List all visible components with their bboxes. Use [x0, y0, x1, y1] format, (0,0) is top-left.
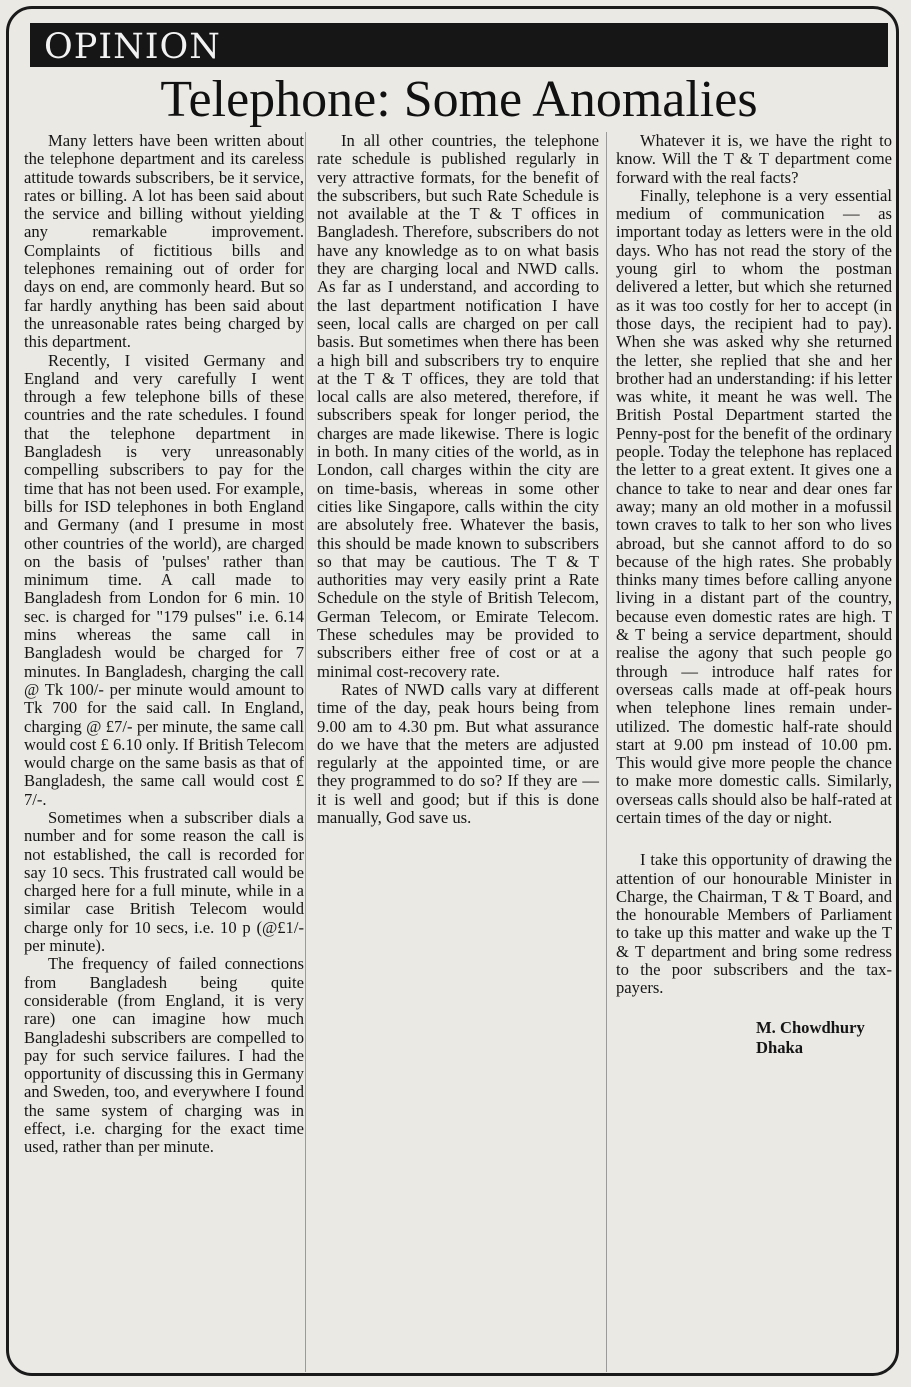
- article-paragraph: Finally, telephone is a very essential medium of communication — as important today as letters were in the old days. Who has not read the story of the young girl to whom the postman delivered a letter, but which she returned as it was too costly for her to accept (in those days, the recipient had to pay). When she was asked why she returned the letter, she replied that she and her brother had an understanding: if his letter was white, it meant he was well. The British Postal Department started the Penny-post for the benefit of the ordinary people. Today the telephone has replaced the letter to a great extent. It gives one a chance to take to near and dear ones far away; many an old mother in a mofussil town craves to talk to her son who lives abroad, but she cannot afford to do so because of the high rates. She probably thinks many times before calling anyone living in a distant part of the country, because even domestic rates are high. T & T being a service department, should realise the agony that such people go through — introduce half rates for overseas calls made at off-peak hours when telephone lines remain under-utilized. The domestic half-rate should start at 9.00 pm instead of 10.00 pm. This would give more people the chance to make more domestic calls. Similarly, overseas calls should also be half-rated at certain times of the day or night.: [616, 185, 892, 827]
- column-rule: [305, 132, 306, 1372]
- article-paragraph: I take this opportunity of drawing the attention of our honourable Minister in Charge, the Chairman, T & T Board, and the honourable Members of Parliament to take up this matter and wake up the T & T department and bring some redress to the poor subscribers and the tax-payers.: [616, 850, 892, 998]
- article-headline: Telephone: Some Anomalies: [160, 71, 758, 128]
- author-name: M. Chowdhury: [756, 1017, 865, 1037]
- column-rule: [606, 132, 607, 1372]
- article-paragraph: In all other countries, the telephone rate schedule is published regularly in very attractive formats, for the benefit of the subscribers, but such Rate Schedule is not available at the T & T offices in Bangladesh. Therefore, subscribers do not have any knowledge as to on what basis they are charging local and NWD calls. As far as I understand, and according to the last department notification I have seen, local calls are charged on per call basis. But sometimes when there has been a high bill and subscribers try to enquire at the T & T offices, they are told that local calls are also metered, therefore, if subscribers speak for longer period, the charges are made likewise. There is logic in both. In many cities of the world, as in London, call charges within the city are on time-basis, whereas in some other cities like Singapore, calls within the city are absolutely free. Whatever the basis, this should be made known to subscribers so that may be cautious. The T & T authorities may very easily print a Rate Schedule on the style of British Telecom, German Telecom, or Emirate Telecom. These schedules may be provided to subscribers either free of cost or at a minimal cost-recovery rate.: [317, 131, 599, 681]
- author-signature: [616, 1018, 892, 1058]
- section-banner: [30, 23, 888, 67]
- article-paragraph: Whatever it is, we have the right to know. Will the T & T department come forward with the real facts?: [616, 131, 892, 187]
- article-paragraph: Sometimes when a subscriber dials a number and for some reason the call is not established, the call is recorded for say 10 secs. This frustrated call would be charged here for a full minute, while in a similar case British Telecom would charge only for 10 secs, i.e. 10 p (@£1/- per minute).: [24, 807, 304, 956]
- article-paragraph: The frequency of failed connections from Bangladesh being quite considerable (from England, it is very rare) one can imagine how much Bangladeshi subscribers are compelled to pay for such service failures. I had the opportunity of discussing this in Germany and Sweden, too, and everywhere I found the same system of charging was in effect, i.e. charging for the exact time used, rather than per minute.: [24, 954, 304, 1157]
- article-column-3: [616, 132, 892, 1058]
- author-city: Dhaka: [756, 1037, 804, 1057]
- article-column-2: [317, 132, 599, 827]
- article-paragraph: Rates of NWD calls vary at different time of the day, peak hours being from 9.00 am to 4.30 pm. But what assurance do we have that the meters are adjusted regularly at the appointed time, or are they programmed to do so? If they are — it is well and good; but if this is done manually, God save us.: [317, 679, 599, 827]
- article-column-1: [24, 132, 304, 1157]
- article-paragraph: Recently, I visited Germany and England and very carefully I went through a few telephone bills of these countries and the rate schedules. I found that the telephone department in Bangladesh is very unreasonably compelling subscribers to pay for the time that has not been used. For example, bills for ISD telephones in both England and Germany (and I presume in most other countries of the world), are charged on the basis of 'pulses' rather than minimum time. A call made to Bangladesh from London for 6 min. 10 sec. is charged for "179 pulses" i.e. 6.14 mins whereas the same call in Bangladesh would be charged for 7 minutes. In Bangladesh, charging the call @ Tk 100/- per minute would amount to Tk 700 for the said call. In England, charging @ £7/- per minute, the same call would cost £ 6.10 only. If British Telecom would charge on the same basis as that of Bangladesh, the same call would cost £ 7/-.: [24, 350, 304, 809]
- article-paragraph: Many letters have been written about the telephone department and its careless attitude towards subscribers, be it service, rates or billing. A lot has been said about the service and billing without yielding any remarkable improvement. Complaints of fictitious bills and telephones remaining out of order for days on end, are commonly heard. But so far hardly anything has been said about the unreasonable rates being charged by this department.: [24, 131, 304, 352]
- section-label: OPINION: [44, 27, 221, 67]
